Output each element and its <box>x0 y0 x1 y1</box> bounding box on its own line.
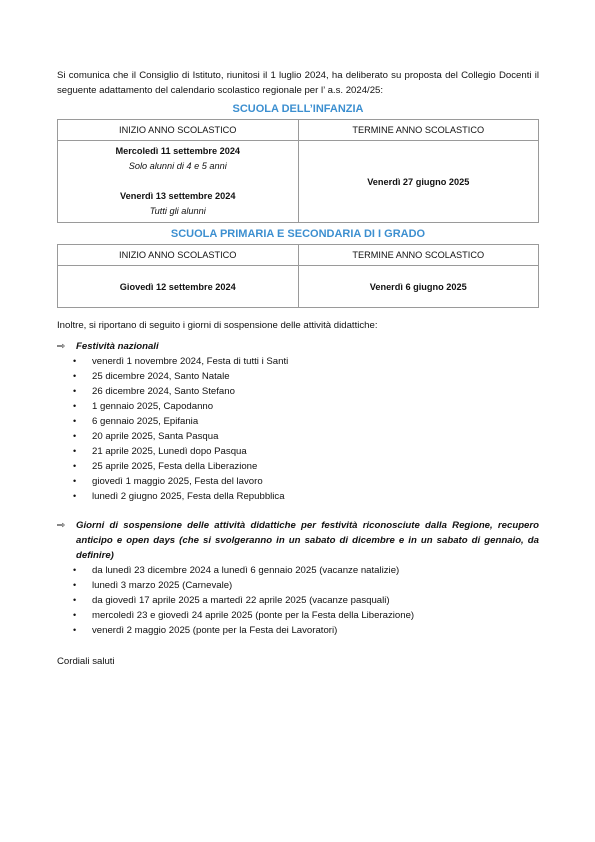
infanzia-start1-date: Mercoledì 11 settembre 2024 <box>115 146 241 156</box>
arrow-right-icon: ⇨ <box>57 341 66 352</box>
closing-text: Cordiali saluti <box>57 656 115 667</box>
bullet-icon: • <box>73 416 77 426</box>
list-item: • 25 dicembre 2024, Santo Natale <box>73 371 230 382</box>
primaria-table <box>57 244 539 308</box>
bullet-icon: • <box>73 565 77 575</box>
primaria-title: SCUOLA PRIMARIA E SECONDARIA DI I GRADO <box>170 228 426 240</box>
infanzia-start2-date: Venerdì 13 settembre 2024 <box>120 191 236 201</box>
arrow-right-icon: ⇨ <box>57 520 66 531</box>
list-item: • 6 gennaio 2025, Epifania <box>73 416 199 427</box>
document-page <box>57 68 539 669</box>
infanzia-col-start: INIZIO ANNO SCOLASTICO <box>58 120 299 141</box>
bullet-icon: • <box>73 461 77 471</box>
festivita-heading-text: Festività nazionali <box>76 341 159 352</box>
infanzia-start2-note: Tutti gli alunni <box>149 206 206 216</box>
bullet-icon: • <box>73 610 77 620</box>
infanzia-table <box>57 119 539 223</box>
infanzia-title: SCUOLA DELL’INFANZIA <box>232 103 364 115</box>
regione-list <box>57 563 539 638</box>
intro-paragraph: Si comunica che il Consiglio di Istituto, riunitosi il 1 luglio 2024, ha deliberato su proposta del Collegio Docenti il seguente adattamento del calendario scolastico regionale per l’ a.s. 2024/25: <box>57 70 539 96</box>
regione-heading-text: Giorni di sospensione delle attività didattiche per festività riconosciute dalla Regione, recupero anticipo e open days (che si svolgeranno in un sabato di dicembre e in un sabato di gennaio, da definire) <box>76 520 539 561</box>
list-item: • da lunedì 23 dicembre 2024 a lunedì 6 gennaio 2025 (vacanze natalizie) <box>73 565 400 576</box>
infanzia-start1-note: Solo alunni di 4 e 5 anni <box>128 161 227 171</box>
bullet-icon: • <box>73 431 77 441</box>
primaria-end-date: Venerdì 6 giugno 2025 <box>298 266 539 308</box>
list-item: • venerdì 1 novembre 2024, Festa di tutti i Santi <box>73 356 289 367</box>
list-item: • 20 aprile 2025, Santa Pasqua <box>73 431 219 442</box>
list-item: • 26 dicembre 2024, Santo Stefano <box>73 386 235 397</box>
bullet-icon: • <box>73 446 77 456</box>
bullet-icon: • <box>73 386 77 396</box>
bullet-icon: • <box>73 580 77 590</box>
bullet-icon: • <box>73 476 77 486</box>
bullet-icon: • <box>73 491 77 501</box>
list-item: • lunedì 3 marzo 2025 (Carnevale) <box>73 580 233 591</box>
primaria-start-date: Giovedì 12 settembre 2024 <box>58 266 299 308</box>
festivita-heading <box>57 339 539 354</box>
bullet-icon: • <box>73 371 77 381</box>
festivita-list <box>57 354 539 504</box>
list-item: • 21 aprile 2025, Lunedì dopo Pasqua <box>73 446 247 457</box>
suspension-intro: Inoltre, si riportano di seguito i giorni di sospensione delle attività didattiche: <box>57 320 378 331</box>
bullet-icon: • <box>73 625 77 635</box>
list-item: • da giovedì 17 aprile 2025 a martedì 22 aprile 2025 (vacanze pasquali) <box>73 595 390 606</box>
primaria-col-end: TERMINE ANNO SCOLASTICO <box>298 245 539 266</box>
list-item: • giovedì 1 maggio 2025, Festa del lavoro <box>73 476 263 487</box>
list-item: • lunedì 2 giugno 2025, Festa della Repubblica <box>73 491 285 502</box>
list-item: • 1 gennaio 2025, Capodanno <box>73 401 214 412</box>
list-item: • venerdì 2 maggio 2025 (ponte per la Festa dei Lavoratori) <box>73 625 338 636</box>
regione-heading <box>57 518 539 563</box>
infanzia-start-cell <box>58 141 299 223</box>
infanzia-col-end: TERMINE ANNO SCOLASTICO <box>298 120 539 141</box>
bullet-icon: • <box>73 595 77 605</box>
primaria-col-start: INIZIO ANNO SCOLASTICO <box>58 245 299 266</box>
list-item: • 25 aprile 2025, Festa della Liberazione <box>73 461 258 472</box>
bullet-icon: • <box>73 356 77 366</box>
infanzia-end-date: Venerdì 27 giugno 2025 <box>298 141 539 223</box>
bullet-icon: • <box>73 401 77 411</box>
list-item: • mercoledì 23 e giovedì 24 aprile 2025 (ponte per la Festa della Liberazione) <box>73 610 415 621</box>
